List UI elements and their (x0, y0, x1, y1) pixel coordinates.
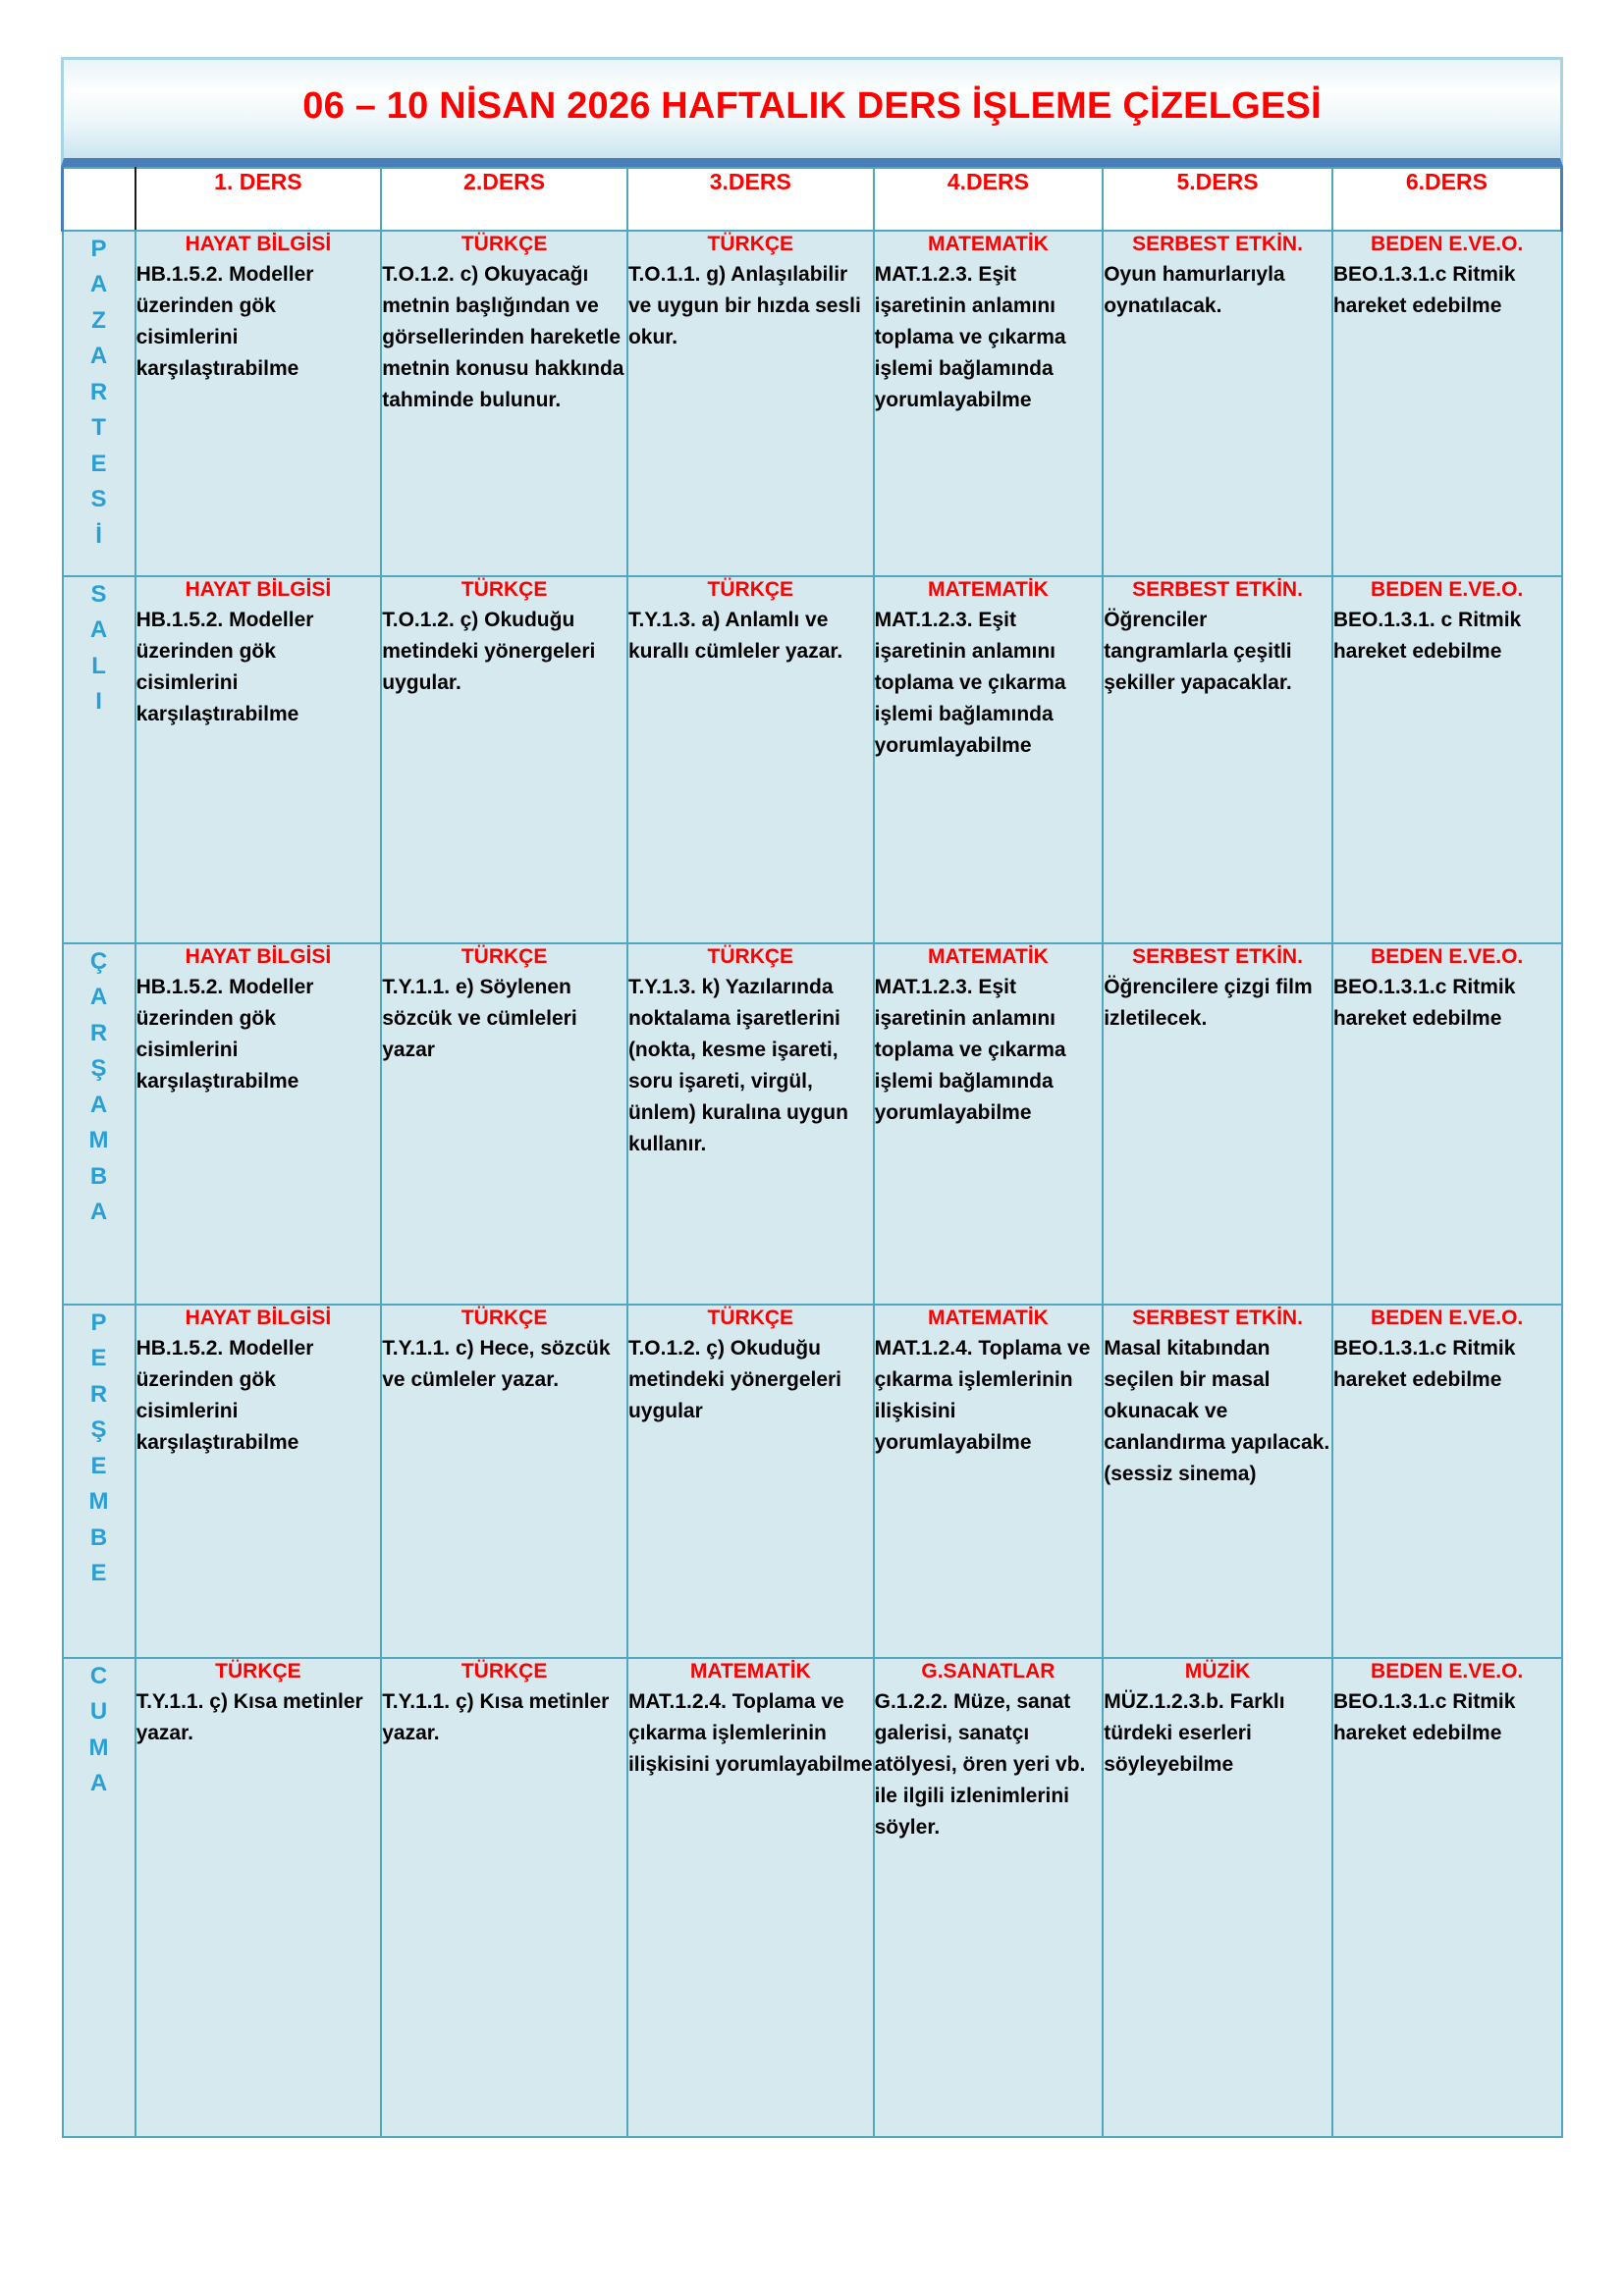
lesson-subject: TÜRKÇE (460, 233, 548, 255)
lesson-subject: G.SANATLAR (921, 1660, 1056, 1682)
lesson-objective: HB.1.5.2. Modeller üzerinden gök cisimlerini karşılaştırabilme (135, 263, 314, 380)
lesson-subject: TÜRKÇE (460, 1307, 548, 1329)
lesson-objective: T.Y.1.1. ç) Kısa metinler yazar. (382, 1690, 610, 1745)
day-label-letter: R (89, 378, 108, 405)
lesson-cell (1103, 1305, 1332, 1658)
header-label-lesson-2: 2.DERS (463, 169, 546, 194)
header-cell-lesson-3 (627, 168, 874, 231)
lesson-objective: T.Y.1.3. a) Anlamlı ve kurallı cümleler yazar. (627, 609, 843, 664)
lesson-objective: MAT.1.2.3. Eşit işaretinin anlamını toplama ve çıkarma işlemi bağlamında yorumlayabilme (874, 609, 1066, 757)
lesson-objective: T.O.1.2. c) Okuyacağı metnin başlığından ve görsellerinden hareketle metnin konusu hakkında tahminde bulunur. (382, 263, 624, 411)
day-label-letter: B (89, 1523, 108, 1551)
lesson-subject: MATEMATİK (927, 233, 1049, 255)
day-label-letter: E (90, 1452, 107, 1479)
lesson-subject: SERBEST ETKİN. (1132, 233, 1303, 255)
lesson-objective: T.Y.1.1. c) Hece, sözcük ve cümleler yazar. (382, 1337, 611, 1392)
lesson-cell (1332, 943, 1562, 1305)
day-label-letter: M (88, 1127, 109, 1154)
day-label-cell (63, 1658, 135, 2137)
header-label-lesson-3: 3.DERS (709, 169, 791, 194)
day-label-letter: R (89, 1019, 108, 1046)
lesson-subject: BEDEN E.VE.O. (1371, 1660, 1524, 1682)
lesson-objective: T.O.1.1. g) Anlaşılabilir ve uygun bir hızda sesli okur. (627, 263, 861, 349)
day-label-letter: A (89, 343, 108, 370)
lesson-objective: MAT.1.2.3. Eşit işaretinin anlamını toplama ve çıkarma işlemi bağlamında yorumlayabilme (874, 976, 1066, 1124)
schedule-table (61, 167, 1563, 2138)
lesson-cell (381, 576, 627, 943)
day-label-letter: T (91, 414, 106, 442)
day-label-letter: Z (91, 306, 106, 334)
header-cell-lesson-1 (135, 168, 382, 231)
day-label-0 (64, 232, 135, 554)
lesson-subject: HAYAT BİLGİSİ (185, 233, 332, 255)
day-label-letter: M (88, 1734, 109, 1761)
title-banner (61, 57, 1563, 167)
day-label-cell (63, 1305, 135, 1658)
lesson-cell (874, 576, 1104, 943)
lesson-objective: HB.1.5.2. Modeller üzerinden gök cisimlerini karşılaştırabilme (135, 976, 314, 1093)
lesson-subject: TÜRKÇE (707, 233, 794, 255)
day-label-letter: Ş (90, 1055, 107, 1083)
header-cell-lesson-5 (1103, 168, 1332, 231)
lesson-subject: SERBEST ETKİN. (1132, 1307, 1303, 1329)
lesson-subject: BEDEN E.VE.O. (1371, 233, 1524, 255)
header-label-lesson-5: 5.DERS (1176, 169, 1259, 194)
schedule-row (63, 231, 1562, 576)
day-label-letter: İ (95, 521, 102, 549)
lesson-objective: BEO.1.3.1.c Ritmik hareket edebilme (1332, 1690, 1516, 1745)
header-cell-lesson-2 (381, 168, 627, 231)
day-label-letter: E (90, 450, 107, 477)
lesson-cell (627, 1658, 874, 2137)
lesson-cell (874, 231, 1104, 576)
lesson-cell (135, 231, 382, 576)
day-label-letter: P (90, 236, 107, 262)
lesson-cell (1332, 1658, 1562, 2137)
day-label-letter: A (89, 984, 108, 1011)
schedule-row (63, 1305, 1562, 1658)
lesson-cell (135, 1658, 382, 2137)
day-label-1 (64, 577, 135, 721)
lesson-objective: T.Y.1.3. k) Yazılarında noktalama işaretlerini (nokta, kesme işareti, soru işareti, virgül, ünlem) kuralına uygun kullanır. (627, 976, 848, 1155)
day-label-4 (64, 1659, 135, 1802)
lesson-cell (1103, 576, 1332, 943)
day-label-letter: A (89, 616, 108, 644)
day-label-3 (64, 1306, 135, 1592)
lesson-subject: HAYAT BİLGİSİ (185, 578, 332, 601)
day-label-cell (63, 231, 135, 576)
schedule-row (63, 943, 1562, 1305)
day-label-letter: S (90, 581, 107, 608)
lesson-objective: MAT.1.2.3. Eşit işaretinin anlamını toplama ve çıkarma işlemi bağlamında yorumlayabilme (874, 263, 1066, 411)
lesson-subject: SERBEST ETKİN. (1132, 945, 1303, 968)
page-title: 06 – 10 NİSAN 2026 HAFTALIK DERS İŞLEME ÇİZELGESİ (302, 84, 1322, 127)
lesson-subject: SERBEST ETKİN. (1132, 578, 1303, 601)
day-label-letter: B (89, 1162, 108, 1190)
lesson-cell (381, 943, 627, 1305)
day-label-2 (64, 944, 135, 1231)
day-label-letter: Ş (90, 1416, 107, 1444)
day-label-letter: E (90, 1345, 107, 1372)
table-body (63, 231, 1562, 2137)
day-label-letter: A (89, 271, 108, 298)
lesson-subject: MÜZİK (1184, 1660, 1251, 1682)
lesson-objective: Oyun hamurlarıyla oynatılacak. (1104, 263, 1285, 318)
day-label-cell (63, 943, 135, 1305)
lesson-cell (135, 576, 382, 943)
lesson-cell (1332, 576, 1562, 943)
lesson-objective: T.O.1.2. ç) Okuduğu metindeki yönergeleri uygular (627, 1337, 842, 1423)
lesson-subject: TÜRKÇE (215, 1660, 301, 1682)
day-label-letter: L (91, 652, 106, 679)
lesson-objective: BEO.1.3.1.c Ritmik hareket edebilme (1332, 1337, 1516, 1392)
lesson-cell (381, 1305, 627, 1658)
lesson-cell (1103, 231, 1332, 576)
header-row (63, 168, 1562, 231)
lesson-objective: T.Y.1.1. ç) Kısa metinler yazar. (135, 1690, 363, 1745)
lesson-subject: TÜRKÇE (460, 578, 548, 601)
lesson-objective: T.Y.1.1. e) Söylenen sözcük ve cümleleri yazar (382, 976, 577, 1062)
lesson-objective: Öğrencilere çizgi film izletilecek. (1104, 976, 1313, 1031)
day-label-letter: A (89, 1770, 108, 1797)
lesson-subject: TÜRKÇE (460, 1660, 548, 1682)
lesson-subject: HAYAT BİLGİSİ (185, 1307, 332, 1329)
lesson-objective: BEO.1.3.1.c Ritmik hareket edebilme (1332, 976, 1516, 1031)
header-label-lesson-4: 4.DERS (947, 169, 1029, 194)
schedule-row (63, 1658, 1562, 2137)
lesson-cell (1103, 943, 1332, 1305)
day-label-letter: A (89, 1199, 108, 1226)
lesson-objective: HB.1.5.2. Modeller üzerinden gök cisimlerini karşılaştırabilme (135, 1337, 314, 1454)
lesson-cell (381, 1658, 627, 2137)
header-label-lesson-6: 6.DERS (1405, 169, 1488, 194)
lesson-cell (627, 943, 874, 1305)
lesson-objective: MAT.1.2.4. Toplama ve çıkarma işlemlerinin ilişkisini yorumlayabilme (627, 1690, 873, 1777)
header-cell-lesson-6 (1332, 168, 1562, 231)
day-label-letter: R (89, 1380, 108, 1408)
day-label-letter: Ç (89, 948, 108, 975)
lesson-cell (874, 1658, 1104, 2137)
day-label-letter: A (89, 1091, 108, 1118)
lesson-objective: Masal kitabından seçilen bir masal okunacak ve canlandırma yapılacak. (sessiz sinema) (1104, 1337, 1330, 1485)
lesson-cell (1332, 231, 1562, 576)
day-label-letter: E (90, 1560, 107, 1587)
lesson-cell (135, 1305, 382, 1658)
lesson-objective: MÜZ.1.2.3.b. Farklı türdeki eserleri söyleyebilme (1104, 1690, 1285, 1777)
lesson-subject: BEDEN E.VE.O. (1371, 945, 1524, 968)
day-label-letter: U (89, 1698, 108, 1726)
lesson-cell (874, 943, 1104, 1305)
lesson-cell (627, 576, 874, 943)
lesson-cell (1332, 1305, 1562, 1658)
lesson-subject: HAYAT BİLGİSİ (185, 945, 332, 968)
lesson-objective: HB.1.5.2. Modeller üzerinden gök cisimlerini karşılaştırabilme (135, 609, 314, 725)
lesson-subject: MATEMATİK (927, 1307, 1049, 1329)
lesson-objective: BEO.1.3.1. c Ritmik hareket edebilme (1332, 609, 1522, 664)
header-label-lesson-1: 1. DERS (214, 169, 302, 194)
lesson-subject: TÜRKÇE (460, 945, 548, 968)
lesson-subject: BEDEN E.VE.O. (1371, 578, 1524, 601)
table-header (63, 168, 1562, 231)
lesson-cell (627, 1305, 874, 1658)
day-label-cell (63, 576, 135, 943)
lesson-objective: T.O.1.2. ç) Okuduğu metindeki yönergeleri uygular. (382, 609, 596, 695)
lesson-subject: TÜRKÇE (707, 945, 794, 968)
lesson-cell (135, 943, 382, 1305)
lesson-subject: MATEMATİK (689, 1660, 811, 1682)
lesson-subject: MATEMATİK (927, 578, 1049, 601)
lesson-objective: BEO.1.3.1.c Ritmik hareket edebilme (1332, 263, 1516, 318)
lesson-cell (874, 1305, 1104, 1658)
day-label-letter: S (90, 486, 107, 513)
lesson-subject: TÜRKÇE (707, 1307, 794, 1329)
day-label-letter: I (95, 688, 102, 716)
lesson-cell (1103, 1658, 1332, 2137)
lesson-subject: TÜRKÇE (707, 578, 794, 601)
lesson-objective: MAT.1.2.4. Toplama ve çıkarma işlemlerinin ilişkisini yorumlayabilme (874, 1337, 1091, 1454)
lesson-cell (381, 231, 627, 576)
day-label-letter: M (88, 1488, 109, 1516)
header-cell-lesson-4 (874, 168, 1104, 231)
lesson-subject: BEDEN E.VE.O. (1371, 1307, 1524, 1329)
lesson-objective: Öğrenciler tangramlarla çeşitli şekiller yapacaklar. (1104, 609, 1292, 695)
lesson-objective: G.1.2.2. Müze, sanat galerisi, sanatçı atölyesi, ören yeri vb. ile ilgili izlenimlerini söyler. (874, 1690, 1086, 1839)
day-label-letter: P (90, 1309, 107, 1336)
day-label-letter: C (89, 1663, 108, 1689)
header-cell-day (63, 168, 135, 231)
lesson-cell (627, 231, 874, 576)
schedule-row (63, 576, 1562, 943)
lesson-subject: MATEMATİK (927, 945, 1049, 968)
